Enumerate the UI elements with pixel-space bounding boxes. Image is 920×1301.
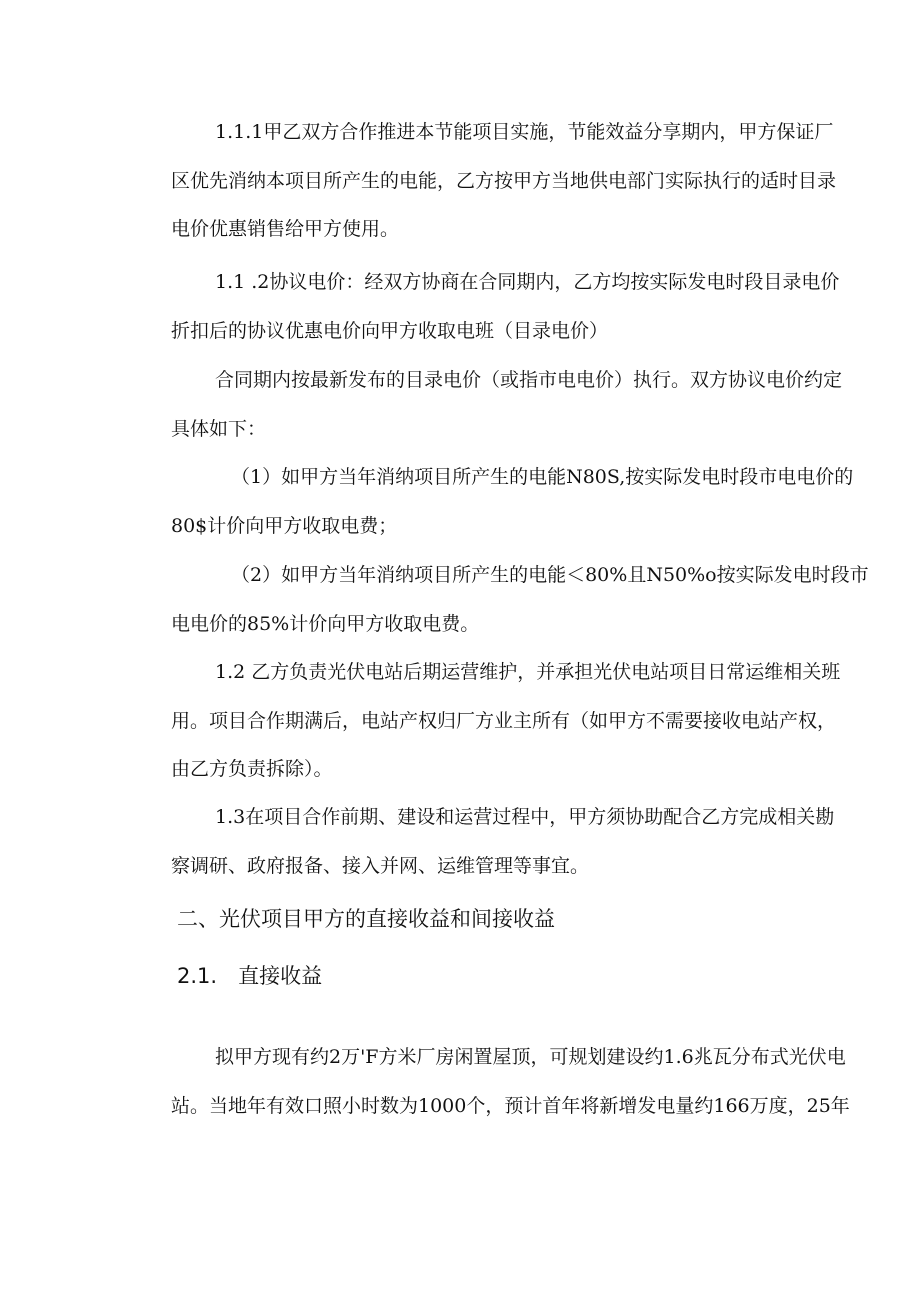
text-line: 80$计价向甲方收取电费； — [171, 514, 398, 537]
paragraph-contract-period — [133, 356, 843, 453]
text-line: （2）如甲方当年消纳项目所产生的电能＜80%且N50%o按实际发电时段市 — [231, 564, 869, 586]
paragraph-item-1 — [133, 453, 854, 550]
text-line: 电电价的85%计价向甲方收取电费。 — [171, 612, 480, 635]
text-line: 用。项目合作期满后，电站产权归厂方业主所有（如甲方不需要接收电站产权， — [171, 709, 837, 732]
text-line: 电价优惠销售给甲方使用。 — [171, 218, 400, 240]
text-line: 区优先消纳本项目所产生的电能，乙方按甲方当地供电部门实际执行的适时目录 — [171, 169, 837, 192]
text-line: 折扣后的协议优惠电价向甲方收取电班（目录电价） — [171, 319, 609, 342]
paragraph-direct-income — [133, 1033, 850, 1130]
text-line: 站。当地年有效口照小时数为1000个，预计首年将新增发电量约166万度，25年 — [171, 1094, 850, 1117]
text-line: 1.2 乙方负责光伏电站后期运营维护，并承担光伏电站项目日常运维相关班 — [215, 661, 841, 683]
text-line: 1.1 .2协议电价：经双方协商在合同期内，乙方均按实际发电时段目录电价 — [215, 271, 840, 293]
paragraph-1-1-1 — [133, 108, 837, 254]
paragraph-1-3 — [133, 793, 833, 890]
text-line: 1.3在项目合作前期、建设和运营过程中，甲方须协助配合乙方完成相关勘 — [215, 806, 835, 828]
section-heading: 二、光伏项目甲方的直接收益和间接收益 — [177, 907, 555, 931]
paragraph-item-2 — [133, 551, 869, 648]
subsection-heading: 2.1. 直接收益 — [177, 964, 323, 988]
paragraph-1-1-2 — [133, 258, 840, 355]
text-line: 具体如下： — [171, 417, 267, 440]
text-line: 拟甲方现有约2万'F方米厂房闲置屋顶，可规划建设约1.6兆瓦分布式光伏电 — [215, 1046, 846, 1068]
text-line: 察调研、政府报备、接入并网、运维管理等事宜。 — [171, 854, 590, 877]
text-line: 合同期内按最新发布的目录电价（或指市电电价）执行。双方协议电价约定 — [215, 369, 843, 391]
text-line: （1）如甲方当年消纳项目所产生的电能N80S,按实际发电时段市电电价的 — [231, 466, 854, 488]
text-line: 由乙方负责拆除）。 — [171, 758, 333, 780]
text-line: 1.1.1甲乙双方合作推进本节能项目实施，节能效益分享期内，甲方保证厂 — [215, 121, 834, 143]
paragraph-1-2 — [133, 648, 841, 794]
